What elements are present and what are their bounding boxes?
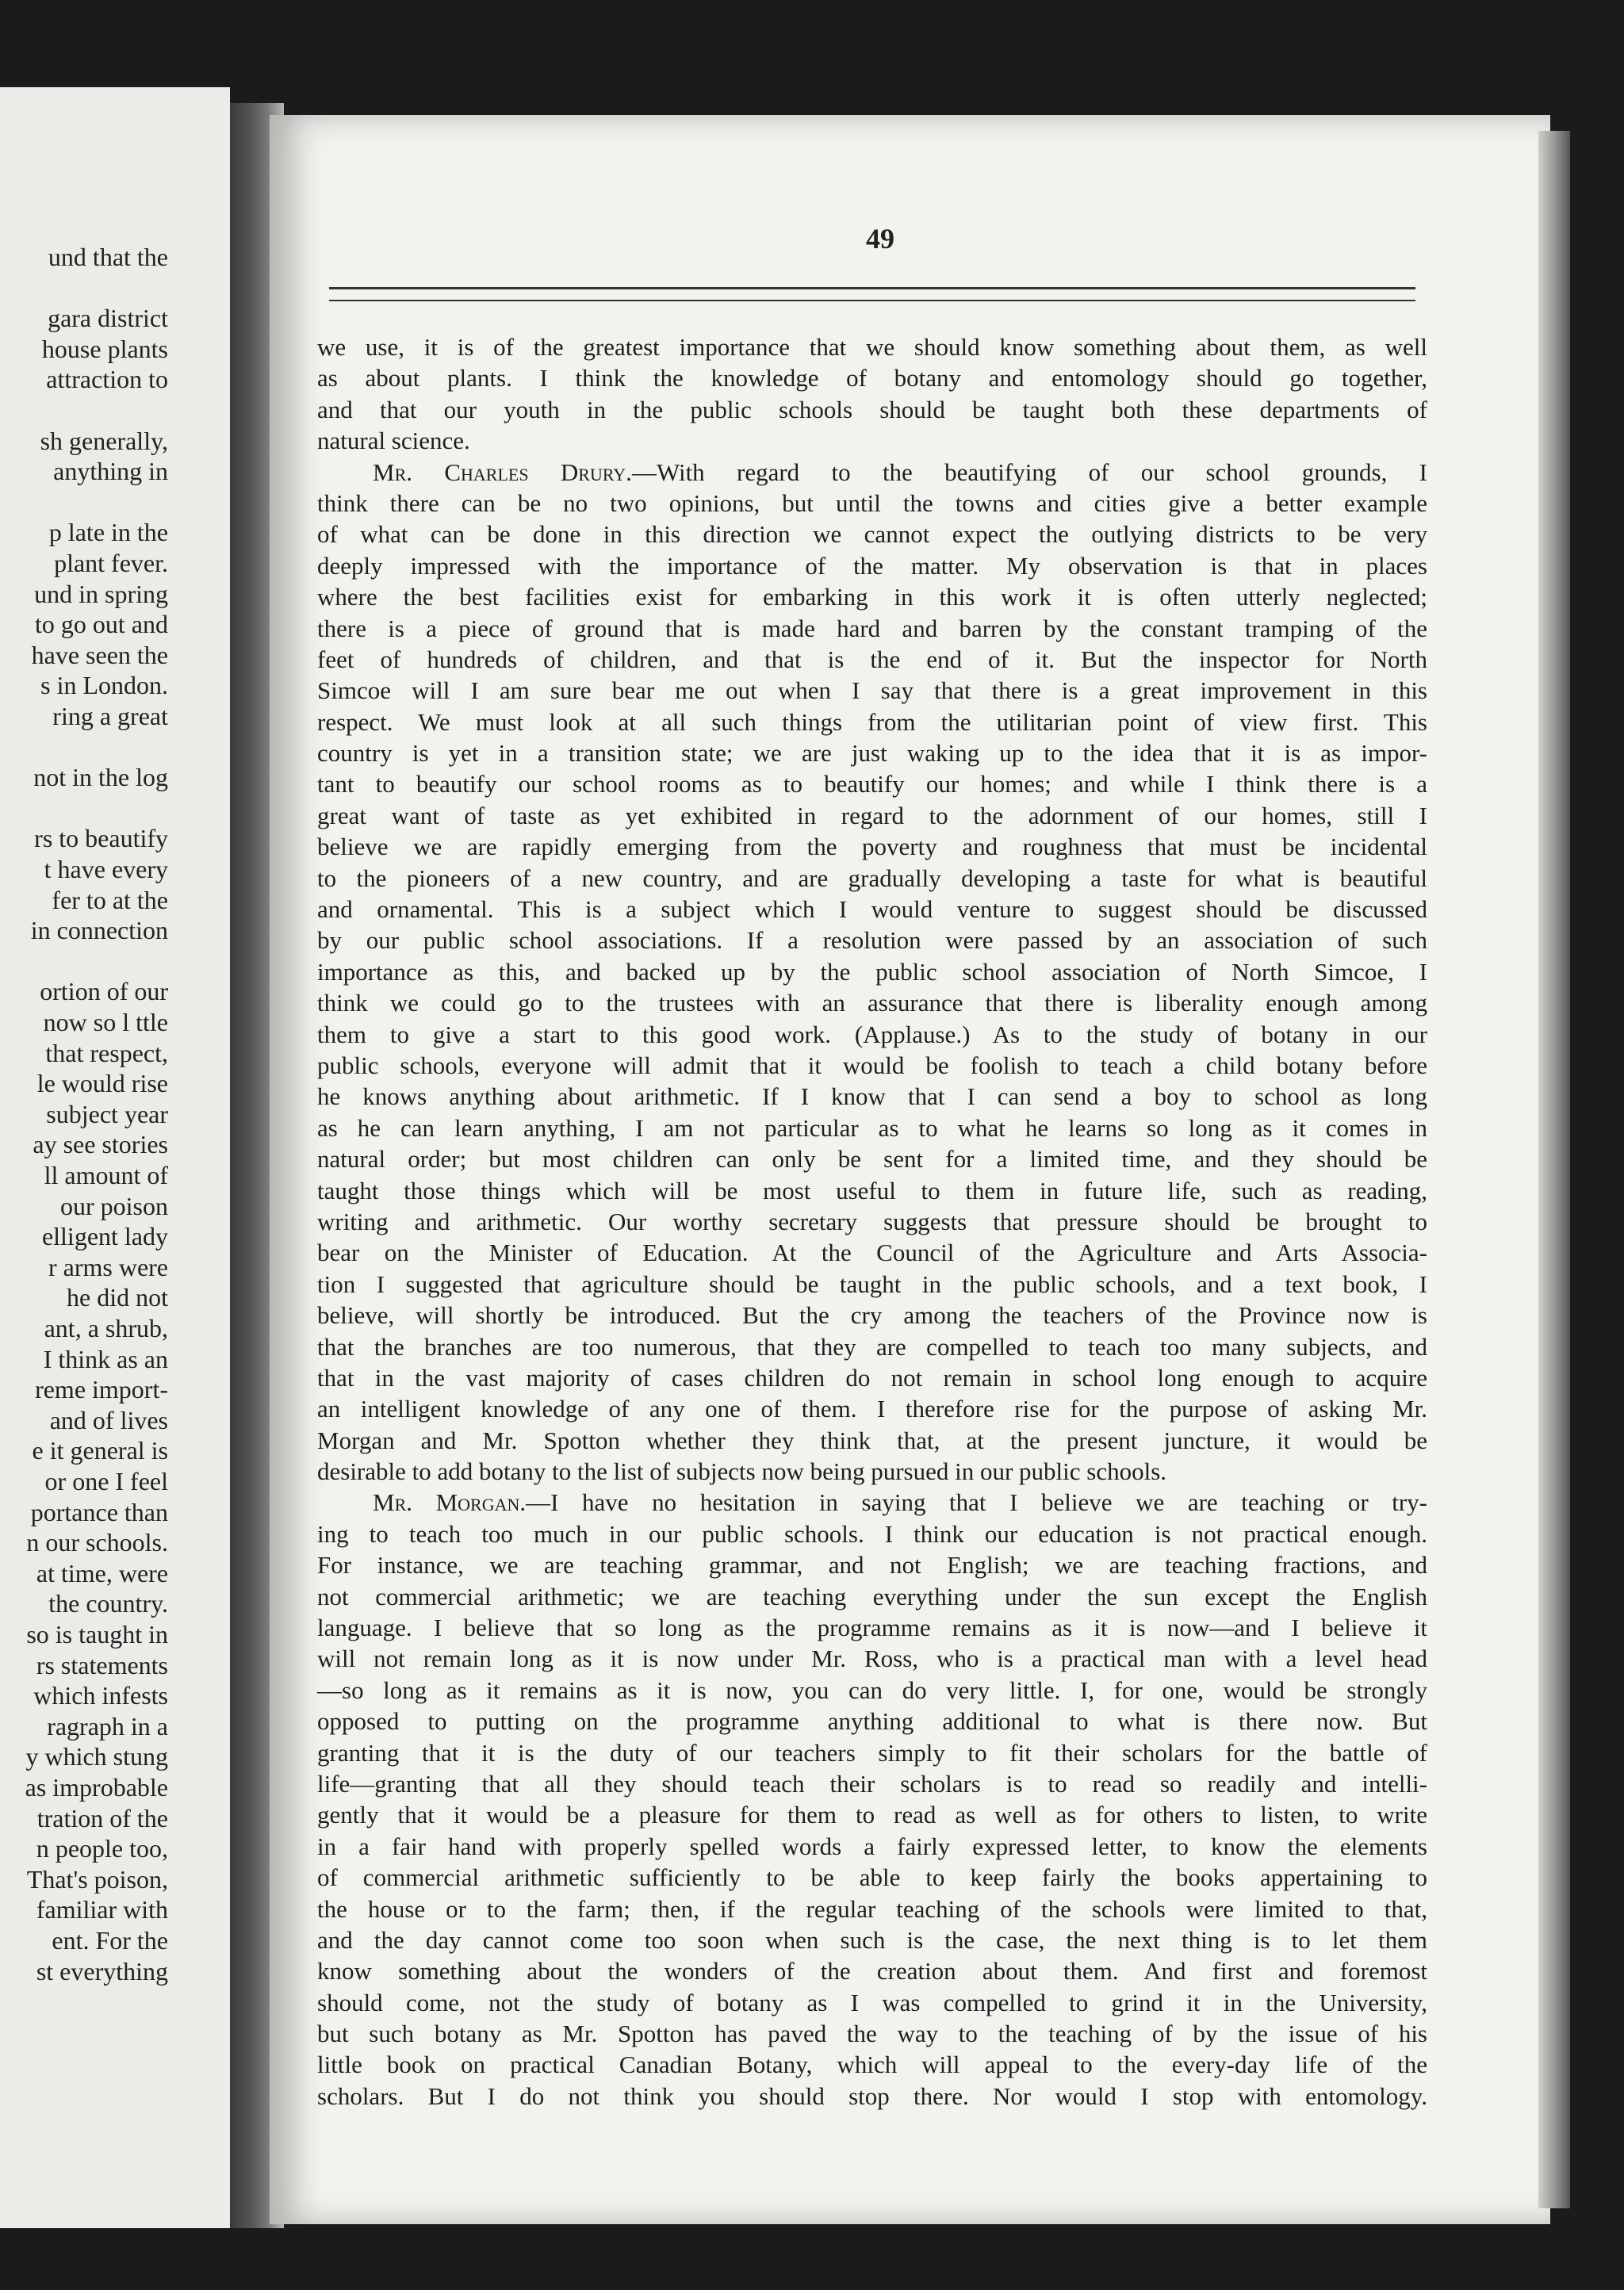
line-text: public schools, everyone will admit that it would be foolish to teach a child botany before: [317, 1051, 1427, 1079]
text-line: [317, 394, 1427, 425]
text-line: [317, 1300, 1427, 1331]
line-text: feet of hundreds of children, and that is the end of it. But the inspector for North: [317, 645, 1427, 673]
left-page-fragment: now so l ttle: [43, 1008, 168, 1036]
text-line: [317, 613, 1427, 644]
line-text: respect. We must look at all such things from the utilitarian point of view first. This: [317, 707, 1427, 736]
line-text: scholars. But I do not think you should stop there. Nor would I stop with entomology.: [317, 2081, 1427, 2110]
text-line: [317, 488, 1427, 519]
left-page-fragment: ent. For the: [52, 1926, 168, 1955]
line-text: an intelligent knowledge of any one of them. I therefore rise for the purpose of asking Mr.: [317, 1395, 1427, 1423]
text-line: [317, 1487, 1427, 1518]
left-page-fragment: gara district: [48, 304, 168, 333]
left-page-fragment: which infests: [33, 1681, 168, 1710]
text-line: [317, 1362, 1427, 1393]
page-edge: [1538, 131, 1570, 2208]
left-page-fragment: sh generally,: [40, 426, 168, 455]
left-page-fragment: reme import-: [35, 1375, 168, 1404]
text-line: [317, 925, 1427, 955]
left-page-fragment: so is taught in: [26, 1620, 168, 1649]
left-page-fragment: und in spring: [34, 579, 168, 608]
text-line: [317, 1206, 1427, 1237]
text-line: [317, 1799, 1427, 1830]
text-line: [317, 1331, 1427, 1362]
page-number: 49: [866, 223, 894, 255]
left-page-fragment: st everything: [36, 1956, 168, 1986]
text-line: [317, 675, 1427, 706]
body-text: [317, 331, 1427, 2112]
line-text: For instance, we are teaching grammar, and not English; we are teaching fractions, and: [317, 1551, 1427, 1580]
left-page-fragment: le would rise: [36, 1069, 168, 1098]
line-text: think there can be no two opinions, but until the towns and cities give a better example: [317, 488, 1427, 517]
text-line: [317, 987, 1427, 1018]
left-page-fragment: as improbable: [25, 1773, 168, 1802]
left-page-fragment: elligent lady: [41, 1222, 168, 1251]
line-text: Simcoe will I am sure bear me out when I say that there is a great improvement in this: [317, 676, 1427, 705]
text-line: [317, 894, 1427, 925]
line-text: and ornamental. This is a subject which I would venture to suggest should be discussed: [317, 895, 1427, 924]
line-text: natural order; but most children can only be sent for a limited time, and they should be: [317, 1145, 1427, 1174]
left-page-fragment: r arms were: [48, 1252, 168, 1281]
line-text: writing and arithmetic. Our worthy secretary suggests that pressure should be brought to: [317, 1207, 1427, 1235]
text-line: [317, 1706, 1427, 1737]
left-page-fragment: tration of the: [36, 1803, 168, 1832]
line-text: know something about the wonders of the creation about them. And first and foremost: [317, 1957, 1427, 1986]
text-line: [317, 1862, 1427, 1893]
left-page-fragment: p late in the: [48, 518, 168, 547]
text-line: [317, 956, 1427, 987]
left-page-fragment: to go out and: [35, 610, 168, 639]
line-text: life—granting that all they should teach their scholars is to read so readily and intelli-: [317, 1769, 1427, 1798]
line-text: gently that it would be a pleasure for them to read as well as for others to listen, to write: [317, 1801, 1427, 1829]
line-text: little book on practical Canadian Botany, which will appeal to the every-day life of the: [317, 2051, 1427, 2079]
line-text: will not remain long as it is now under Mr. Ross, who is a practical man with a level head: [317, 1645, 1427, 1673]
line-text: think we could go to the trustees with an assurance that there is liberality enough among: [317, 989, 1427, 1017]
line-text: of what can be done in this direction we cannot expect the outlying districts to be very: [317, 520, 1427, 549]
text-line: [317, 331, 1427, 362]
line-text: where the best facilities exist for embarking in this work it is often utterly neglected;: [317, 583, 1427, 611]
text-line: [317, 550, 1427, 581]
line-text: —With regard to the beautifying of our school grounds, I: [631, 458, 1427, 486]
text-line: [317, 2081, 1427, 2112]
line-text: taught those things which will be most useful to them in future life, such as reading,: [317, 1176, 1427, 1204]
text-line: [317, 1675, 1427, 1706]
left-page-fragment: ragraph in a: [47, 1711, 168, 1740]
text-line: [317, 1019, 1427, 1050]
text-line: [317, 1518, 1427, 1549]
line-text: and that our youth in the public schools should be taught both these departments of: [317, 395, 1427, 423]
left-page-fragment: that respect,: [45, 1038, 168, 1067]
line-text: language. I believe that so long as the programme remains as it is now—and I believe it: [317, 1614, 1427, 1642]
line-text: opposed to putting on the programme anything additional to what is there now. But: [317, 1707, 1427, 1736]
text-line: [317, 1987, 1427, 2018]
left-page-fragment: y which stung: [25, 1742, 168, 1771]
line-text: natural science.: [317, 427, 470, 455]
line-text: deeply impressed with the importance of the matter. My observation is that in places: [317, 551, 1427, 580]
line-text: that the branches are too numerous, that they are compelled to teach too many subjects, and: [317, 1332, 1427, 1361]
left-page-fragment: have seen the: [31, 640, 168, 669]
text-line: [317, 831, 1427, 862]
left-page-fragment: I think as an: [43, 1344, 168, 1373]
text-line: [317, 644, 1427, 675]
text-line: [317, 1143, 1427, 1174]
text-line: [317, 1425, 1427, 1456]
line-text: tant to beautify our school rooms as to beautify our homes; and while I think there is a: [317, 770, 1427, 798]
left-page-fragment: he did not: [67, 1283, 168, 1312]
text-line: [317, 1768, 1427, 1799]
left-page-fragment: portance than: [30, 1497, 168, 1526]
left-page-fragment: ant, a shrub,: [44, 1314, 168, 1342]
left-page-fragment: ortion of our: [40, 977, 168, 1006]
text-line: [317, 1456, 1427, 1487]
text-line: [317, 1269, 1427, 1300]
left-page-fragment: and of lives: [49, 1405, 168, 1434]
left-page-fragment: rs statements: [36, 1650, 168, 1679]
left-page-fragment: plant fever.: [54, 549, 168, 577]
line-text: the house or to the farm; then, if the regular teaching of the schools were limited to that,: [317, 1894, 1427, 1923]
text-line: [317, 1894, 1427, 1924]
text-line: [317, 1050, 1427, 1081]
text-line: [317, 1612, 1427, 1643]
left-page-fragment: t have every: [44, 855, 168, 883]
text-line: [317, 863, 1427, 894]
left-page-fragment: ring a great: [52, 702, 168, 730]
line-text: believe we are rapidly emerging from the poverty and roughness that must be incidental: [317, 833, 1427, 861]
speaker-name: Mr. Charles Drury.: [373, 458, 632, 486]
line-text: we use, it is of the greatest importance that we should know something about them, as well: [317, 333, 1427, 361]
text-line: [317, 1924, 1427, 1955]
left-page-fragment: attraction to: [46, 365, 168, 394]
text-line: [317, 519, 1427, 550]
left-page-fragment: anything in: [53, 457, 168, 486]
text-line: [317, 1549, 1427, 1580]
text-line: [317, 425, 1427, 456]
line-text: desirable to add botany to the list of subjects now being pursued in our public schools.: [317, 1457, 1167, 1486]
line-text: not commercial arithmetic; we are teaching everything under the sun except the English: [317, 1582, 1427, 1610]
line-text: of commercial arithmetic sufficiently to be able to keep fairly the books appertaining to: [317, 1863, 1427, 1892]
left-page-fragment: rs to beautify: [34, 824, 168, 853]
line-text: ing to teach too much in our public schools. I think our education is not practical enough.: [317, 1519, 1427, 1548]
text-line: [317, 800, 1427, 831]
text-line: [317, 707, 1427, 737]
text-line: [317, 1737, 1427, 1768]
text-line: [317, 1955, 1427, 1986]
text-line: [317, 768, 1427, 799]
left-page-fragment: the country.: [48, 1589, 168, 1618]
line-text: tion I suggested that agriculture should be taught in the public schools, and a text book, I: [317, 1269, 1427, 1298]
speaker-name: Mr. Morgan.: [373, 1488, 527, 1517]
line-text: as about plants. I think the knowledge of botany and entomology should go together,: [317, 364, 1427, 393]
left-page-fragment: subject year: [46, 1099, 168, 1128]
line-text: bear on the Minister of Education. At the Council of the Agriculture and Arts Associa-: [317, 1239, 1427, 1267]
line-text: by our public school associations. If a resolution were passed by an association of such: [317, 926, 1427, 955]
line-text: country is yet in a transition state; we are just waking up to the idea that it is as impor-: [317, 739, 1427, 768]
text-line: [317, 2018, 1427, 2049]
left-page-fragment: ay see stories: [33, 1130, 168, 1159]
left-page-fragment: familiar with: [36, 1895, 168, 1924]
text-line: [317, 362, 1427, 393]
line-text: —I have no hesitation in saying that I believe we are teaching or try-: [526, 1488, 1427, 1517]
text-line: [317, 1643, 1427, 1674]
left-page-fragment: That's poison,: [26, 1864, 168, 1894]
text-line: [317, 1831, 1427, 1862]
text-line: [317, 1081, 1427, 1112]
left-page-fragment: und that the: [48, 243, 168, 271]
line-text: Morgan and Mr. Spotton whether they think that, at the present juncture, it would be: [317, 1426, 1427, 1454]
text-line: [317, 1112, 1427, 1143]
line-text: importance as this, and backed up by the public school association of North Simcoe, I: [317, 957, 1427, 986]
text-line: [317, 1175, 1427, 1206]
line-text: should come, not the study of botany as I was compelled to grind it in the University,: [317, 1988, 1427, 2016]
line-text: —so long as it remains as it is now, you can do very little. I, for one, would be strongly: [317, 1675, 1427, 1704]
left-page-fragment: in connection: [30, 916, 168, 945]
left-page-fragment: at time, were: [36, 1558, 168, 1587]
left-page-fragment: or one I feel: [44, 1467, 168, 1495]
line-text: he knows anything about arithmetic. If I know that I can send a boy to school as long: [317, 1082, 1427, 1111]
left-page-fragment: n our schools.: [26, 1528, 168, 1557]
left-page-fragment: e it general is: [32, 1436, 168, 1465]
line-text: in a fair hand with properly spelled words a fairly expressed letter, to know the elements: [317, 1832, 1427, 1860]
text-line: [317, 1581, 1427, 1612]
header-rule-thin: [329, 300, 1415, 301]
text-line: [317, 581, 1427, 612]
left-page-fragment: s in London.: [40, 671, 168, 700]
text-line: [317, 1237, 1427, 1268]
text-line: [317, 737, 1427, 768]
left-page-fragment: fer to at the: [52, 885, 168, 914]
line-text: that in the vast majority of cases children do not remain in school long enough to acquire: [317, 1363, 1427, 1392]
text-line: [317, 1393, 1427, 1424]
line-text: there is a piece of ground that is made hard and barren by the constant tramping of the: [317, 614, 1427, 642]
left-page-fragment: not in the log: [33, 763, 168, 792]
line-text: believe, will shortly be introduced. But the cry among the teachers of the Province now is: [317, 1301, 1427, 1330]
text-line: [317, 2049, 1427, 2080]
line-text: great want of taste as yet exhibited in regard to the adornment of our homes, still I: [317, 801, 1427, 829]
text-line: [317, 457, 1427, 488]
line-text: granting that it is the duty of our teachers simply to fit their scholars for the battle of: [317, 1738, 1427, 1767]
left-facing-page: [0, 87, 230, 2228]
line-text: but such botany as Mr. Spotton has paved the way to the teaching of by the issue of his: [317, 2020, 1427, 2048]
left-page-fragment: ll amount of: [44, 1161, 168, 1189]
left-page-fragment: n people too,: [36, 1834, 168, 1863]
line-text: to the pioneers of a new country, and are gradually developing a taste for what is beautiful: [317, 864, 1427, 892]
line-text: as he can learn anything, I am not particular as to what he learns so long as it comes in: [317, 1113, 1427, 1142]
left-page-fragment: our poison: [60, 1191, 168, 1220]
left-page-fragment: house plants: [41, 334, 168, 363]
header-rule: [329, 287, 1415, 289]
line-text: and the day cannot come too soon when such is the case, the next thing is to let them: [317, 1925, 1427, 1954]
line-text: them to give a start to this good work. (Applause.) As to the study of botany in our: [317, 1020, 1427, 1048]
